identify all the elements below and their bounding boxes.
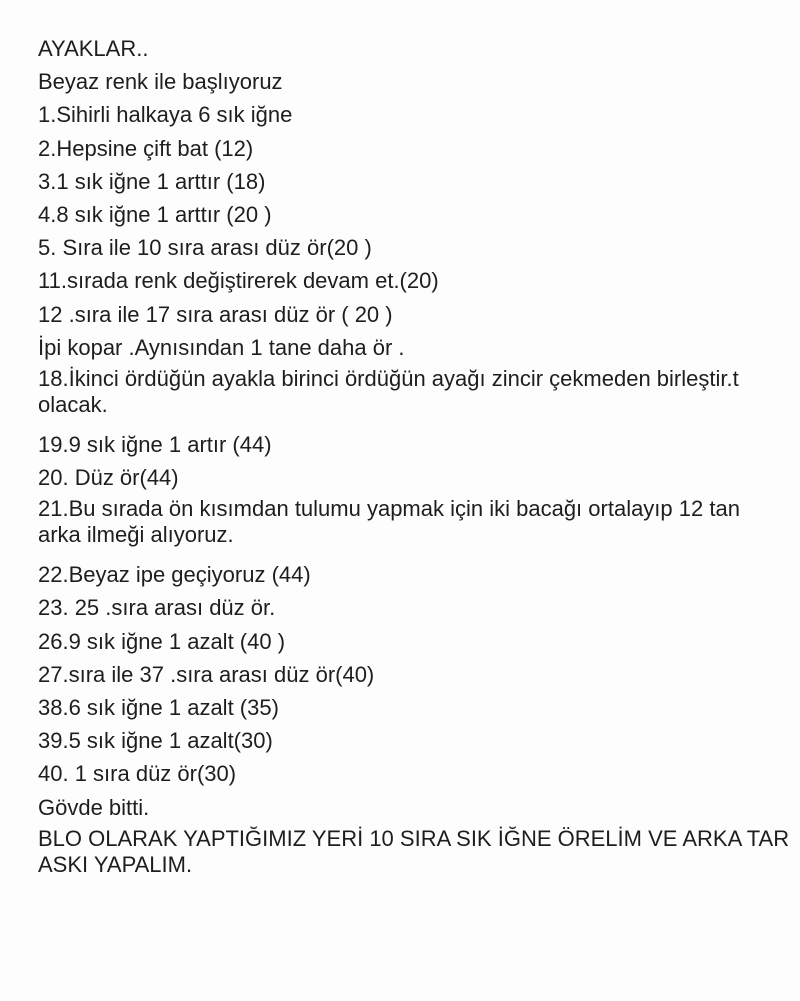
instruction-line: 11.sırada renk değiştirerek devam et.(20) bbox=[38, 268, 439, 294]
instruction-line: 12 .sıra ile 17 sıra arası düz ör ( 20 ) bbox=[38, 301, 393, 327]
instruction-line: 21.Bu sırada ön kısımdan tulumu yapmak için iki bacağı ortalayıp 12 tan bbox=[38, 496, 740, 522]
instruction-line: Gövde bitti. bbox=[38, 794, 150, 820]
instruction-line: 27.sıra ile 37 .sıra arası düz ör(40) bbox=[38, 661, 375, 687]
instruction-line: Beyaz renk ile başlıyoruz bbox=[38, 69, 283, 95]
instruction-line: 40. 1 sıra düz ör(30) bbox=[38, 761, 237, 787]
instruction-line-continued: olacak. bbox=[38, 391, 108, 417]
instruction-line-continued: ASKI YAPALIM. bbox=[38, 851, 193, 877]
section-heading: AYAKLAR.. bbox=[38, 36, 149, 61]
document-body bbox=[38, 32, 800, 992]
instruction-line: 4.8 sık iğne 1 arttır (20 ) bbox=[38, 201, 272, 227]
instruction-line: 3.1 sık iğne 1 arttır (18) bbox=[38, 168, 266, 194]
instruction-line-continued: arka ilmeği alıyoruz. bbox=[38, 522, 234, 548]
instruction-line: 20. Düz ör(44) bbox=[38, 465, 179, 491]
instruction-line: BLO OLARAK YAPTIĞIMIZ YERİ 10 SIRA SIK İĞNE ÖRELİM VE ARKA TAR bbox=[38, 825, 790, 851]
instruction-line: 23. 25 .sıra arası düz ör. bbox=[38, 595, 276, 621]
instruction-line: 5. Sıra ile 10 sıra arası düz ör(20 ) bbox=[38, 235, 372, 261]
instruction-line: 2.Hepsine çift bat (12) bbox=[38, 135, 254, 161]
instruction-line: 38.6 sık iğne 1 azalt (35) bbox=[38, 695, 279, 720]
instruction-line: 1.Sihirli halkaya 6 sık iğne bbox=[38, 102, 293, 128]
instruction-line: İpi kopar .Aynısından 1 tane daha ör . bbox=[38, 334, 405, 360]
instruction-line: 18.İkinci ördüğün ayakla birinci ördüğün ayağı zincir çekmeden birleştir.t bbox=[38, 365, 739, 391]
instruction-line: 39.5 sık iğne 1 azalt(30) bbox=[38, 728, 273, 754]
instruction-line: 22.Beyaz ipe geçiyoruz (44) bbox=[38, 562, 311, 588]
instruction-line: 26.9 sık iğne 1 azalt (40 ) bbox=[38, 628, 286, 654]
instruction-line: 19.9 sık iğne 1 artır (44) bbox=[38, 431, 272, 457]
